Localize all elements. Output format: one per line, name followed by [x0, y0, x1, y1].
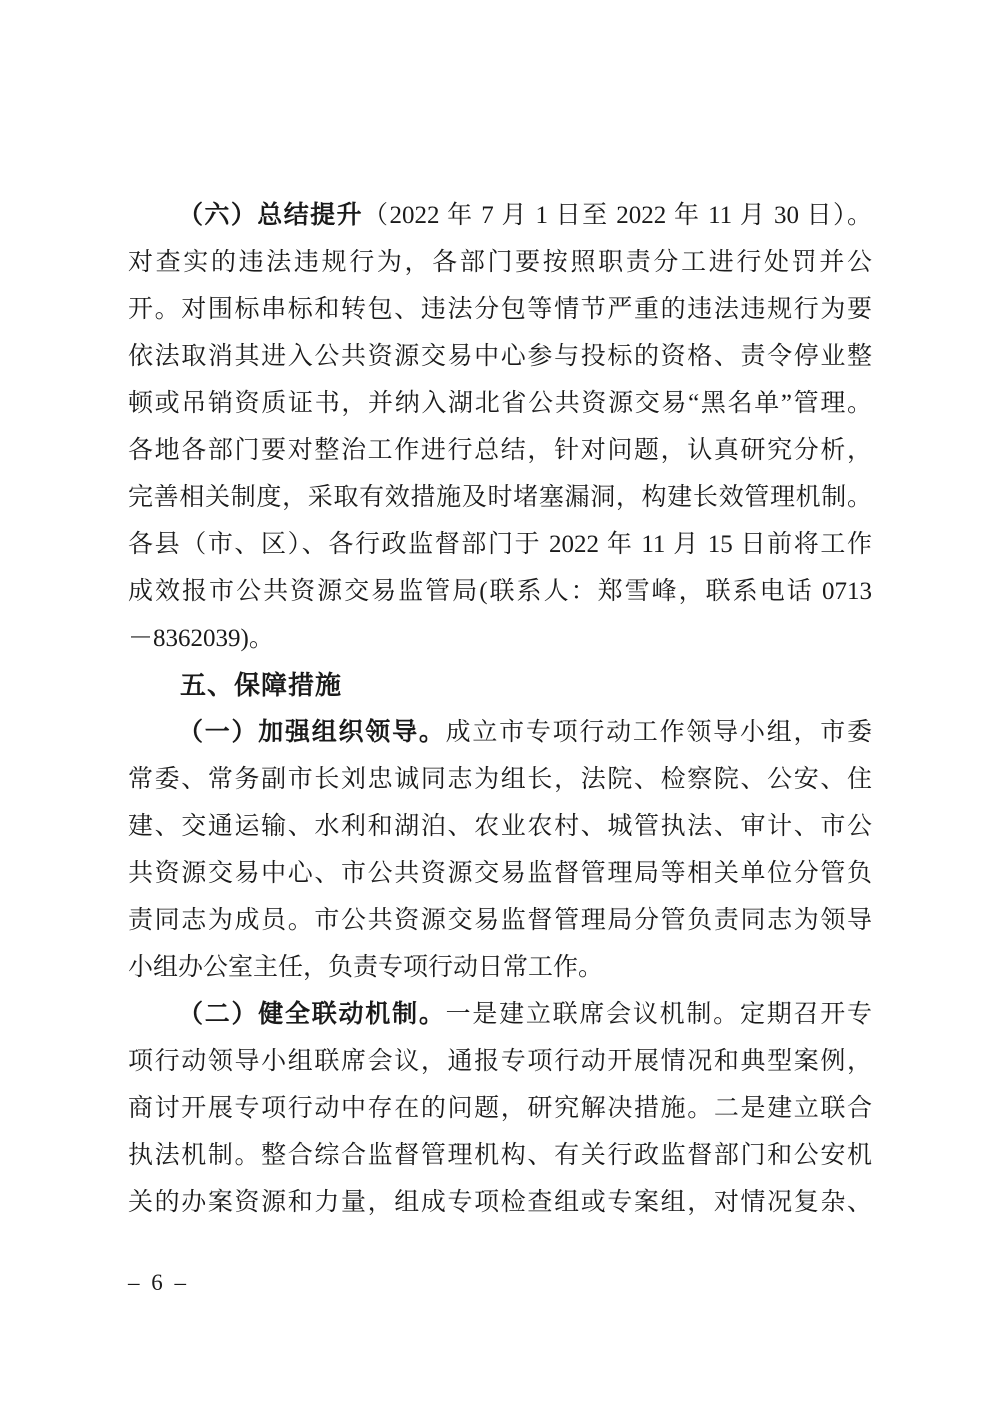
text-run: 项行动领导小组联席会议，通报专项行动开展情况和典型案例，: [128, 1048, 872, 1075]
text-line: [128, 427, 872, 474]
text-run: 共资源交易中心、市公共资源交易监督管理局等相关单位分管负: [128, 860, 872, 887]
text-line: [128, 239, 872, 286]
text-run: 执法机制。整合综合监督管理机构、有关行政监督部门和公安机: [128, 1142, 872, 1169]
text-run: 常委、常务副市长刘忠诚同志为组长，法院、检察院、公安、住: [128, 766, 872, 793]
text-line: [128, 286, 872, 333]
text-line: [128, 897, 872, 944]
text-run: 对查实的违法违规行为，各部门要按照职责分工进行处罚并公: [128, 249, 872, 276]
page-number: – 6 –: [128, 1270, 189, 1295]
bold-text-run: （六）总结提升: [178, 202, 364, 229]
text-line: [128, 1085, 872, 1132]
text-run: 顿或吊销资质证书，并纳入湖北省公共资源交易“黑名单”管理。: [128, 390, 872, 417]
text-line: [128, 1179, 872, 1226]
text-line: [128, 333, 872, 380]
text-run: 各地各部门要对整治工作进行总结，针对问题，认真研究分析，: [128, 437, 872, 464]
text-line: [128, 850, 872, 897]
text-line: [128, 615, 872, 662]
text-run: 依法取消其进入公共资源交易中心参与投标的资格、责令停业整: [128, 343, 872, 370]
text-run: 商讨开展专项行动中存在的问题，研究解决措施。二是建立联合: [128, 1095, 872, 1122]
text-run: －8362039)。: [128, 625, 274, 652]
text-block: [128, 192, 872, 1226]
text-run: （2022 年 7 月 1 日至 2022 年 11 月 30 日）。: [363, 202, 872, 229]
text-run: 责同志为成员。市公共资源交易监督管理局分管负责同志为领导: [128, 907, 872, 934]
text-line: [128, 1038, 872, 1085]
text-line: [128, 568, 872, 615]
text-line: [128, 380, 872, 427]
text-run: 一是建立联席会议机制。定期召开专: [445, 1001, 872, 1028]
text-run: 完善相关制度，采取有效措施及时堵塞漏洞，构建长效管理机制。: [128, 484, 872, 511]
text-line: [128, 944, 872, 991]
text-line: [128, 192, 872, 239]
text-run: 成立市专项行动工作领导小组，市委: [445, 719, 872, 746]
text-line: [128, 521, 872, 568]
text-line: [128, 1132, 872, 1179]
text-run: 开。对围标串标和转包、违法分包等情节严重的违法违规行为要: [128, 296, 872, 323]
text-run: 建、交通运输、水利和湖泊、农业农村、城管执法、审计、市公: [128, 813, 872, 840]
text-line: [128, 474, 872, 521]
text-run: 关的办案资源和力量，组成专项检查组或专案组，对情况复杂、: [128, 1189, 872, 1216]
text-line: [128, 709, 872, 756]
text-run: 小组办公室主任，负责专项行动日常工作。: [128, 954, 604, 981]
text-run: 成效报市公共资源交易监管局(联系人：郑雪峰，联系电话 0713: [128, 578, 872, 605]
text-line: [128, 991, 872, 1038]
text-line: [128, 803, 872, 850]
section-heading: [128, 662, 872, 709]
bold-text-run: （一）加强组织领导。: [178, 719, 446, 746]
text-run: 各县（市、区）、各行政监督部门于 2022 年 11 月 15 日前将工作: [128, 531, 872, 558]
text-line: [128, 756, 872, 803]
bold-text-run: （二）健全联动机制。: [178, 1001, 446, 1028]
bold-text-run: 五、保障措施: [180, 670, 343, 700]
